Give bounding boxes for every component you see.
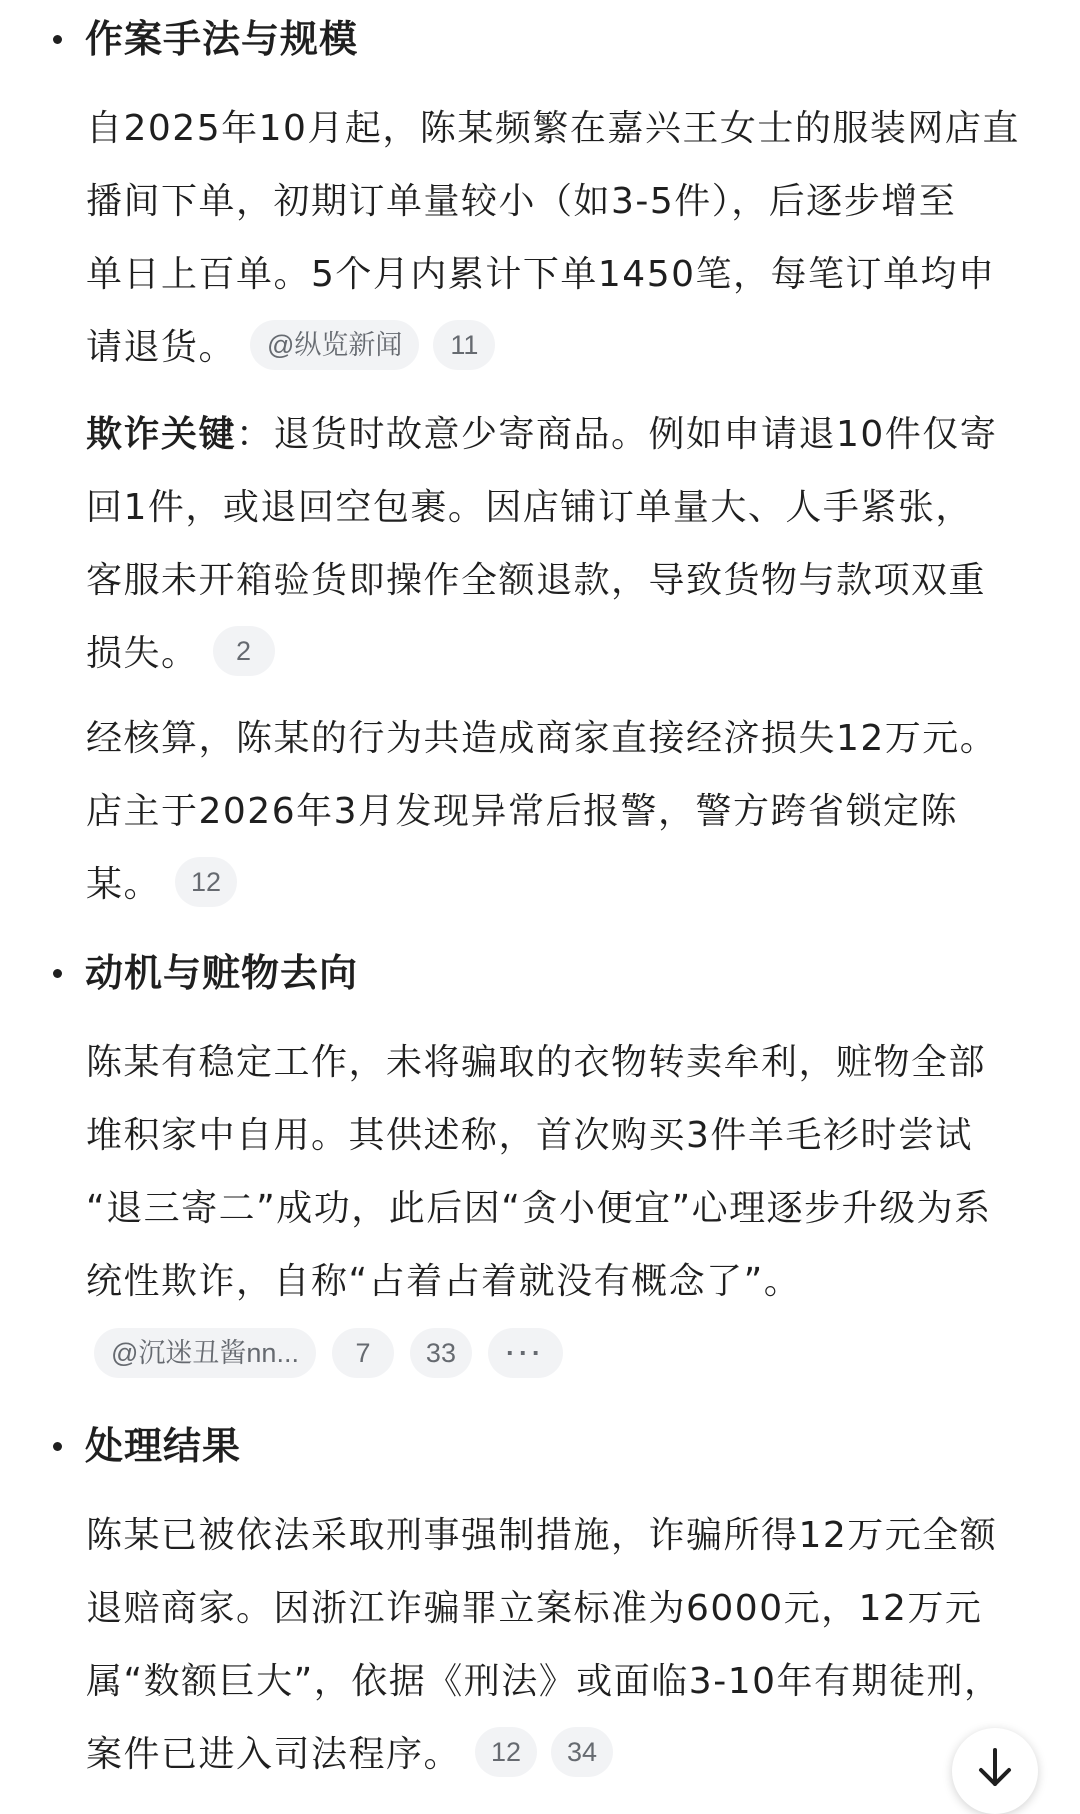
paragraph xyxy=(86,1026,1046,1318)
text-line: “退三寄二”成功，此后因“贪小便宜”心理逐步升级为系 xyxy=(86,1188,992,1229)
bullet-dot xyxy=(53,1442,62,1451)
section-heading xyxy=(53,16,358,62)
text-line xyxy=(86,398,1046,471)
text-line: 自2025年10月起，陈某频繁在嘉兴王女士的服装网店直 xyxy=(86,108,1020,149)
citation-chip[interactable]: 7 xyxy=(332,1328,394,1378)
section-title: 动机与赃物去向 xyxy=(85,951,359,995)
text-line: 单日上百单。5个月内累计下单1450笔，每笔订单均申 xyxy=(86,254,996,295)
bold-keyword: 欺诈关键 xyxy=(86,414,237,455)
more-sources-button[interactable]: ··· xyxy=(488,1328,563,1378)
text-line: 经核算，陈某的行为共造成商家直接经济损失12万元。 xyxy=(86,718,998,759)
text-line: 某。 xyxy=(86,864,162,905)
section-title: 处理结果 xyxy=(85,1424,242,1468)
scroll-to-bottom-button[interactable] xyxy=(952,1728,1038,1814)
paragraph xyxy=(86,1499,1046,1791)
section-heading xyxy=(53,1423,241,1469)
text-line: 堆积家中自用。其供述称，首次购买3件羊毛衫时尝试 xyxy=(86,1115,973,1156)
citation-chip[interactable]: 11 xyxy=(433,320,495,370)
section-heading xyxy=(53,950,358,996)
text-line: 退赔商家。因浙江诈骗罪立案标准为6000元，12万元 xyxy=(86,1588,983,1629)
citation-chip[interactable]: 12 xyxy=(475,1727,537,1777)
bullet-dot xyxy=(53,35,62,44)
paragraph xyxy=(86,92,1046,384)
text-line: 请退货。 xyxy=(86,327,237,368)
text-line: 陈某有稳定工作，未将骗取的衣物转卖牟利，赃物全部 xyxy=(86,1042,987,1083)
text-line-with-chips xyxy=(86,311,1046,384)
paragraph xyxy=(86,398,1046,690)
text-line: 客服未开箱验货即操作全额退款，导致货物与款项双重 xyxy=(86,560,987,601)
bullet-dot xyxy=(53,969,62,978)
text-line: 回1件，或退回空包裹。因店铺订单量大、人手紧张， xyxy=(86,487,973,528)
text-line: 统性欺诈，自称“占着占着就没有概念了”。 xyxy=(86,1261,802,1302)
citation-chip[interactable]: 12 xyxy=(175,857,237,907)
citation-chip[interactable]: 2 xyxy=(213,626,275,676)
text-line: 属“数额巨大”，依据《刑法》或面临3-10年有期徒刑， xyxy=(86,1661,1002,1702)
text-line: 损失。 xyxy=(86,633,199,674)
text-line: 陈某已被依法采取刑事强制措施，诈骗所得12万元全额 xyxy=(86,1515,998,1556)
source-chip[interactable]: @沉迷丑酱nn... xyxy=(94,1328,316,1378)
section-title: 作案手法与规模 xyxy=(85,17,359,61)
text-fragment: ：退货时故意少寄商品。例如申请退10件仅寄 xyxy=(236,414,998,455)
arrow-down-icon xyxy=(975,1746,1015,1790)
text-line-with-chips xyxy=(86,617,1046,690)
text-line: 店主于2026年3月发现异常后报警，警方跨省锁定陈 xyxy=(86,791,959,832)
source-chip-row xyxy=(94,1328,579,1378)
source-chip[interactable]: @纵览新闻 xyxy=(250,320,419,370)
citation-chip[interactable]: 33 xyxy=(410,1328,472,1378)
text-line-with-chips xyxy=(86,1718,1046,1791)
text-line-with-chips xyxy=(86,848,1046,921)
text-line: 案件已进入司法程序。 xyxy=(86,1734,462,1775)
paragraph xyxy=(86,702,1046,921)
text-line: 播间下单，初期订单量较小（如3-5件），后逐步增至 xyxy=(86,181,957,222)
citation-chip[interactable]: 34 xyxy=(551,1727,613,1777)
